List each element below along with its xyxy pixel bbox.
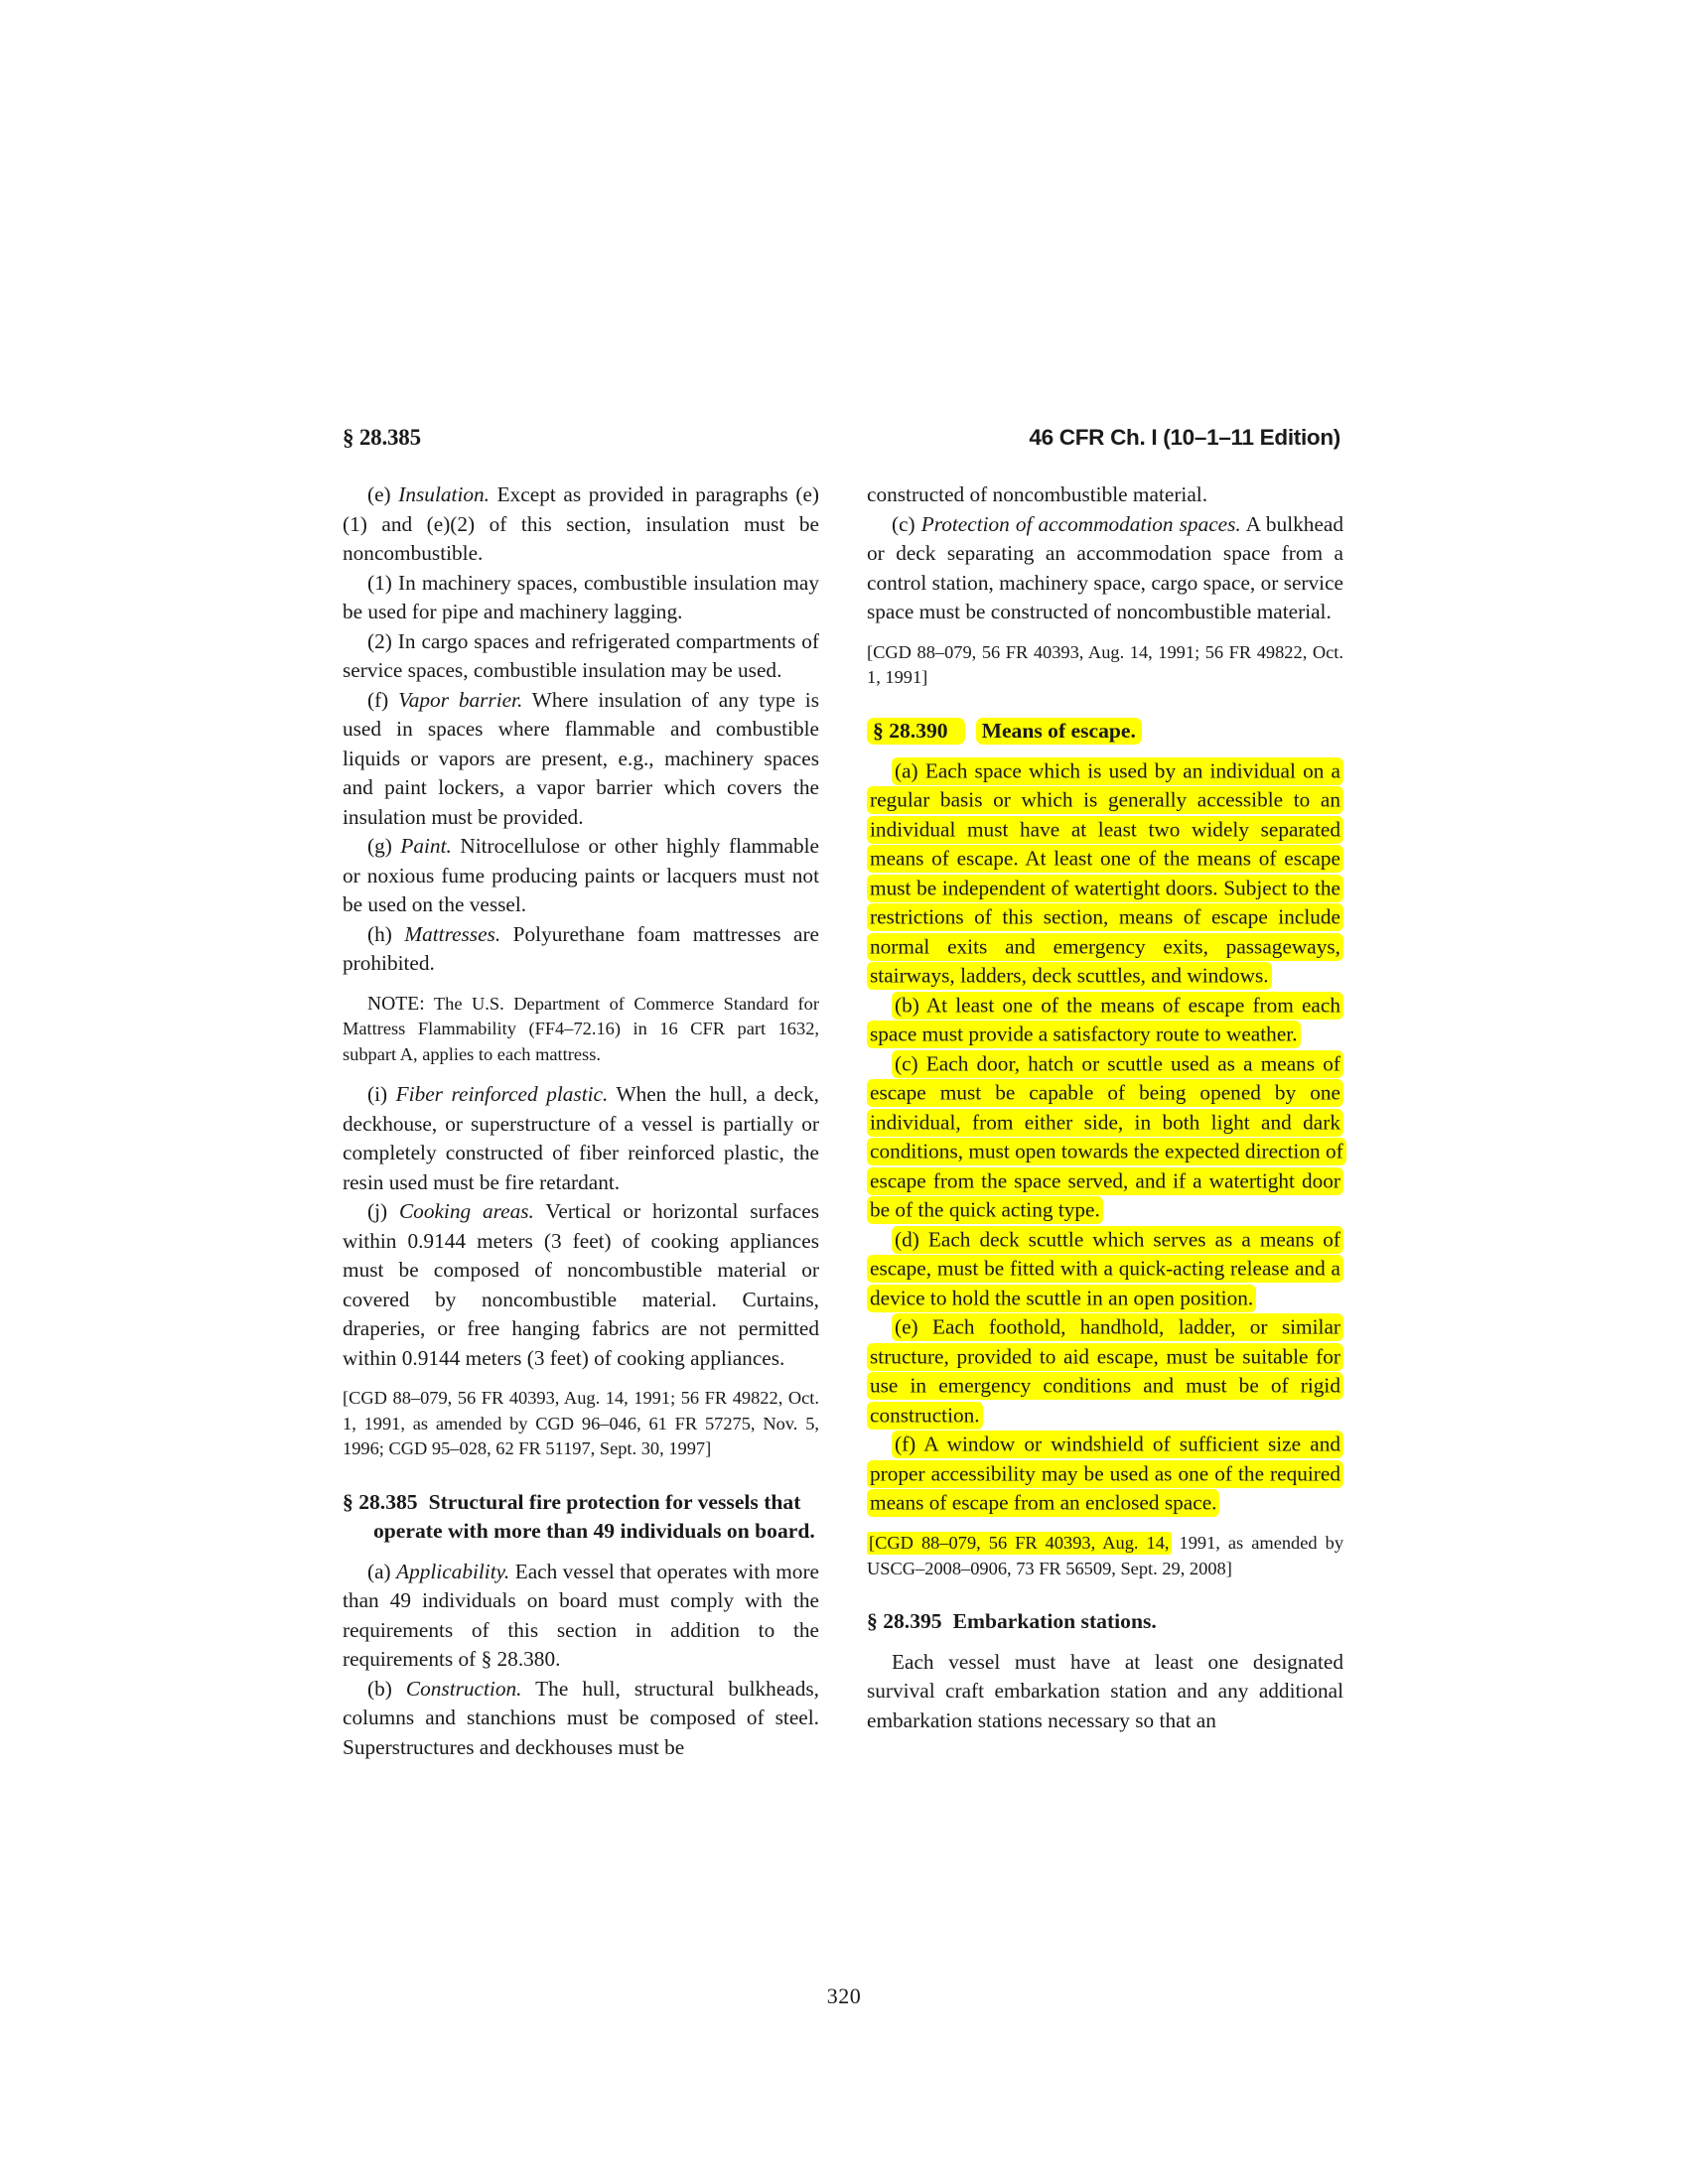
note-text: The U.S. Department of Commerce Standard for Mattress Flammability (FF4–72.16) in 16 CFR part 1632, subpart A, applies to each mattress. [343,993,819,1064]
para-italic-lead: Paint. [400,834,452,858]
left-column [343,480,819,1960]
para-italic-lead: Insulation. [398,482,490,506]
para-italic-lead: Cooking areas. [398,1199,534,1223]
para-label: (f) [895,1432,916,1456]
para-italic-lead: Vapor barrier. [398,687,523,712]
para-label: (f) [367,687,389,712]
para-text: In cargo spaces and refrigerated compartments of service spaces, combustible insulation may be used. [343,628,820,682]
highlight-390-a [867,757,1343,991]
paragraph-b-construction [343,1675,819,1763]
paragraph-i-fiber-reinforced-plastic [343,1080,819,1197]
para-label: (c) [892,511,915,536]
paragraph-f-vapor-barrier [343,686,819,833]
section-number: § 28.390 [873,718,948,743]
para-text: A bulkhead or deck separating an accommodation space from a control station, machinery space, cargo space, or service space must be constructed of noncombustible material. [867,511,1343,623]
para-italic-lead: Applicability. [396,1559,510,1583]
para-label: (2) [367,628,392,653]
paragraph-390-e [867,1313,1343,1431]
paragraph-390-d [867,1225,1343,1313]
highlight-390-f [867,1431,1343,1517]
paragraph-c-protection-accommodation [867,510,1343,627]
para-italic-lead: Fiber reinforced plastic. [395,1082,609,1106]
para-text: The hull, structural bulkheads, columns and stanchions must be composed of steel. Superstructures and deckhouses must be [343,1676,819,1759]
section-title: Structural fire protection for vessels that operate with more than 49 individuals on board. [373,1489,815,1543]
citation-28-390 [867,1531,1343,1581]
running-head-section: § 28.385 [343,425,421,450]
para-label: (h) [367,921,392,946]
para-text: A window or windshield of sufficient size and proper accessibility may be used as one of the required means of escape from an enclosed space. [870,1432,1340,1515]
citation-28-385-prior: [CGD 88–079, 56 FR 40393, Aug. 14, 1991; 56 FR 49822, Oct. 1, 1991, as amended by CGD 96–046, 61 FR 57275, Nov. 5, 1996; CGD 95–028, 62 FR 51197, Sept. 30, 1997] [343,1388,819,1458]
para-text: Vertical or horizontal surfaces within 0.9144 meters (3 feet) of cooking appliances must be composed of noncombustible material or covered by noncombustible material. Curtains, draperies, or free hanging fabrics are not permitted within 0.9144 meters (3 feet) of cooking appliances. [343,1199,819,1370]
para-label: (j) [367,1199,388,1223]
para-text: Each deck scuttle which serves as a means of escape, must be fitted with a quick-acting release and a device to hold the scuttle in an open position. [870,1227,1341,1309]
paragraph-390-b [867,991,1343,1049]
para-label: (1) [367,570,392,595]
para-text: Polyurethane foam mattresses are prohibited. [343,921,819,975]
para-text: At least one of the means of escape from each space must provide a satisfactory route to weather. [870,993,1340,1046]
para-text: When the hull, a deck, deckhouse, or superstructure of a vessel is partially or completely constructed of fiber reinforced plastic, the resin used must be fire retardant. [343,1082,819,1194]
running-head [343,425,1340,451]
para-label: (d) [895,1227,919,1251]
highlight-390-b [867,992,1343,1049]
paragraph-e1 [343,569,819,627]
paragraph-h-mattresses [343,920,819,979]
para-text: Each door, hatch or scuttle used as a means of escape must be capable of being opened by one individual, from either side, in both light and dark conditions, must open towards the expected direction of escape from the space served, and if a watertight door be of the quick acting type. [870,1051,1343,1222]
paragraph-e2 [343,627,819,686]
para-italic-lead: Protection of accommodation spaces. [920,511,1241,536]
paragraph-a-applicability [343,1558,819,1675]
para-label: (c) [895,1051,918,1075]
para-label: (e) [895,1314,918,1339]
paragraph-g-paint [343,832,819,920]
paragraph-b-continuation: constructed of noncombustible material. [867,482,1208,506]
paragraph-390-f [867,1431,1343,1519]
para-label: (i) [367,1082,388,1106]
section-title: Means of escape. [981,718,1136,743]
paragraph-395-body: Each vessel must have at least one designated survival craft embarkation station and any additional embarkation stations necessary so that an [867,1649,1343,1732]
para-label: (b) [367,1676,392,1701]
section-title-highlight [976,718,1142,745]
section-heading-28-395 [867,1607,1343,1637]
para-text: Each space which is used by an individual on a regular basis or which is generally accessible to an individual must have at least two widely separated means of escape. At least one of the means of escape must be independent of watertight doors. Subject to the restrictions of this section, means of escape include normal exits and emergency exits, passageways, stairways, ladders, deck scuttles, and windows. [870,758,1340,988]
note-label: NOTE: [367,993,425,1015]
paragraph-390-a [867,756,1343,991]
citation-highlight: [CGD 88–079, 56 FR 40393, Aug. 14, [869,1533,1170,1553]
running-head-edition: 46 CFR Ch. I (10–1–11 Edition) [1029,425,1340,450]
two-column-body [343,480,1343,1960]
para-label: (e) [367,482,391,506]
para-label: (a) [367,1559,391,1583]
paragraph-390-c [867,1049,1343,1225]
highlight-390-c [867,1050,1346,1225]
right-column [867,480,1343,1960]
para-label: (g) [367,834,392,858]
highlight-390-e [867,1313,1343,1430]
section-number: § 28.395 [867,1609,942,1633]
para-text: In machinery spaces, combustible insulation may be used for pipe and machinery lagging. [343,570,820,623]
citation-28-385: [CGD 88–079, 56 FR 40393, Aug. 14, 1991; 56 FR 49822, Oct. 1, 1991] [867,641,1343,687]
para-text: Except as provided in paragraphs (e)(1) and (e)(2) of this section, insulation must be noncombustible. [343,482,819,565]
section-number-highlight [867,718,965,745]
page-number: 320 [826,1983,862,2008]
section-number: § 28.385 [343,1489,418,1514]
para-text: Where insulation of any type is used in spaces where flammable and combustible liquids or vapors are present, e.g., machinery spaces and paint lockers, a vapor barrier which covers the insulation must be provided. [343,687,819,829]
para-text: Nitrocellulose or other highly flammable or noxious fume producing paints or lacquers must not be used on the vessel. [343,834,820,916]
section-heading-28-385 [343,1488,819,1547]
paragraph-e-insulation [343,480,819,569]
citation-plain: 1991, as amended by USCG–2008–0906, 73 FR 56509, Sept. 29, 2008] [867,1533,1344,1578]
paragraph-j-cooking-areas [343,1197,819,1373]
highlight-390-d [867,1226,1343,1312]
section-heading-28-390 [867,717,1343,747]
para-text: Each vessel that operates with more than 49 individuals on board must comply with the requirements of this section in addition to the requirements of § 28.380. [343,1559,819,1671]
para-label: (a) [895,758,918,782]
para-text: Each foothold, handhold, ladder, or similar structure, provided to aid escape, must be suitable for use in emergency conditions and must be of rigid construction. [870,1314,1340,1427]
para-italic-lead: Construction. [405,1676,522,1701]
para-italic-lead: Mattresses. [404,921,501,946]
note-mattress-flammability [343,992,819,1068]
para-label: (b) [895,993,919,1017]
section-title: Embarkation stations. [952,1609,1157,1633]
